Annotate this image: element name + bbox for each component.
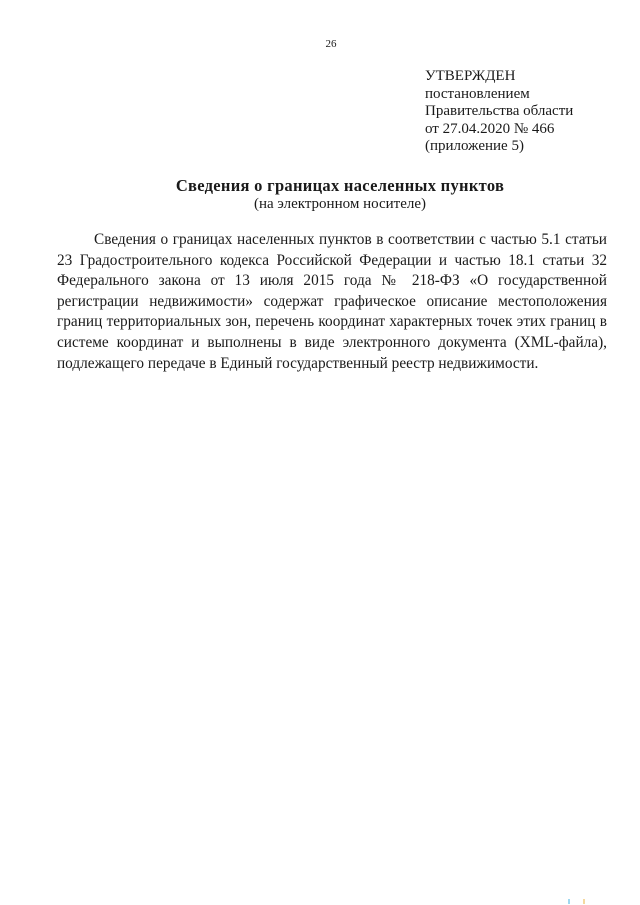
approval-line: от 27.04.2020 № 466 [425, 120, 555, 137]
scan-artifact [568, 899, 570, 904]
document-title: Сведения о границах населенных пунктов [175, 176, 505, 195]
approval-line: (приложение 5) [425, 138, 524, 154]
body-paragraph [57, 230, 607, 374]
scan-artifact [583, 899, 585, 904]
document-subtitle: (на электронном носителе) [253, 196, 427, 212]
approval-line: Правительства области [425, 103, 574, 119]
paragraph-line: 23 Градостроительного кодекса Российской Федерации и частью 18.1 статьи 32 [57, 251, 607, 269]
paragraph-line: границ территориальных зон, перечень координат характерных точек этих границ в [57, 313, 607, 331]
approval-line: постановлением [425, 85, 530, 102]
approval-stamp-block [425, 68, 573, 156]
paragraph-line: регистрации недвижимости» содержат графическое описание местоположения [57, 292, 607, 310]
paragraph-line: Федерального закона от 13 июля 2015 года № 218-ФЗ «О государственной [57, 272, 607, 290]
paragraph-line: подлежащего передаче в Единый государственный реестр недвижимости. [57, 354, 539, 372]
paragraph-line: системе координат и выполнены в виде электронного документа (XML-файла), [57, 333, 607, 351]
paragraph-line: Сведения о границах населенных пунктов в соответствии с частью 5.1 статьи [94, 231, 607, 248]
page-number: 26 [325, 38, 337, 50]
approval-line: УТВЕРЖДЕН [425, 68, 516, 84]
